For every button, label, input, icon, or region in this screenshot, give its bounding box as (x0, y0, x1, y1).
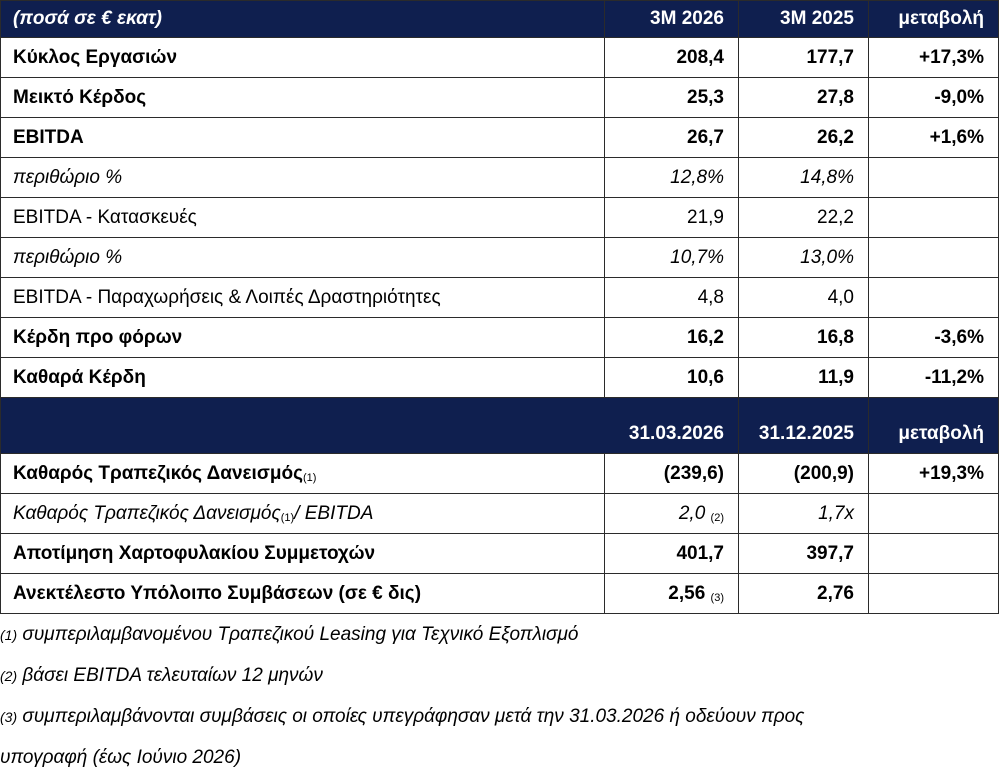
value-31-03-2026: (239,6) (605, 454, 739, 494)
column-header-31-03-2026: 31.03.2026 (605, 398, 739, 454)
value-31-12-2025: 1,7x (739, 494, 869, 534)
column-header-change: μεταβολή (869, 398, 999, 454)
footnote-mark: (3) (0, 709, 18, 725)
value-3m-2026: 10,7% (605, 238, 739, 278)
value-3m-2026: 10,6 (605, 358, 739, 398)
value-change: -11,2% (869, 358, 999, 398)
column-header-31-12-2025: 31.12.2025 (739, 398, 869, 454)
row-label: περιθώριο % (1, 158, 605, 198)
value-3m-2026: 12,8% (605, 158, 739, 198)
value-31-03-2026: 401,7 (605, 534, 739, 574)
table-row (1, 574, 999, 614)
footnote-1 (0, 620, 1000, 661)
value-3m-2025: 13,0% (739, 238, 869, 278)
table-row (1, 454, 999, 494)
value-change: -3,6% (869, 318, 999, 358)
value-3m-2026: 25,3 (605, 78, 739, 118)
row-label (1, 494, 605, 534)
value-31-12-2025: 2,76 (739, 574, 869, 614)
footnote-text: συμπεριλαμβάνονται συμβάσεις οι οποίες υπεγράφησαν μετά την 31.03.2026 ή οδεύουν προς (17, 706, 805, 727)
table-row (1, 158, 999, 198)
column-header-3m-2025: 3Μ 2025 (739, 1, 869, 38)
row-label-text: Καθαρός Τραπεζικός Δανεισμός (13, 502, 281, 524)
table-row (1, 78, 999, 118)
value-3m-2026: 4,8 (605, 278, 739, 318)
footnote-mark: (1) (302, 471, 317, 484)
footnote-mark: (1) (0, 627, 18, 643)
row-label: Ανεκτέλεστο Υπόλοιπο Συμβάσεων (σε € δις) (1, 574, 605, 614)
value-31-12-2025: (200,9) (739, 454, 869, 494)
footnotes (0, 620, 1000, 784)
value-31-03-2026 (605, 574, 739, 614)
footnote-text: συμπεριλαμβανομένου Τραπεζικού Leasing για Τεχνικό Εξοπλισμό (17, 624, 579, 645)
value-change (869, 494, 999, 534)
value-change: -9,0% (869, 78, 999, 118)
table-row (1, 494, 999, 534)
value-3m-2025: 27,8 (739, 78, 869, 118)
value-change: +19,3% (869, 454, 999, 494)
footnote-text: βάσει EBITDA τελευταίων 12 μηνών (17, 665, 323, 686)
table-row (1, 198, 999, 238)
value-3m-2026: 16,2 (605, 318, 739, 358)
value-31-03-2026 (605, 494, 739, 534)
table-row (1, 38, 999, 78)
value-31-12-2025: 397,7 (739, 534, 869, 574)
row-label (1, 454, 605, 494)
value-text: 2,0 (678, 502, 706, 524)
value-3m-2026: 26,7 (605, 118, 739, 158)
value-change (869, 158, 999, 198)
value-3m-2025: 177,7 (739, 38, 869, 78)
footnote-text: υπογραφή (έως Ιούνιο 2026) (0, 747, 242, 768)
units-label: (ποσά σε € εκατ) (1, 1, 605, 38)
header-empty-cell (1, 398, 605, 454)
row-label-text: Καθαρός Τραπεζικός Δανεισμός (13, 462, 303, 484)
footnote-3 (0, 702, 1000, 743)
value-3m-2025: 26,2 (739, 118, 869, 158)
table-header-row (1, 1, 999, 38)
table-row (1, 534, 999, 574)
value-change (869, 198, 999, 238)
value-3m-2025: 22,2 (739, 198, 869, 238)
row-label: EBITDA - Κατασκευές (1, 198, 605, 238)
table-row (1, 318, 999, 358)
table-row (1, 118, 999, 158)
table-row (1, 238, 999, 278)
row-label: EBITDA - Παραχωρήσεις & Λοιπές Δραστηριότητες (1, 278, 605, 318)
footnote-mark: (1) (280, 511, 295, 524)
row-label: Κέρδη προ φόρων (1, 318, 605, 358)
footnote-mark: (2) (0, 668, 18, 684)
value-3m-2025: 14,8% (739, 158, 869, 198)
footnote-2 (0, 661, 1000, 702)
row-label: Κύκλος Εργασιών (1, 38, 605, 78)
value-3m-2025: 11,9 (739, 358, 869, 398)
value-change (869, 574, 999, 614)
row-label: Αποτίμηση Χαρτοφυλακίου Συμμετοχών (1, 534, 605, 574)
table-header-row-balance (1, 398, 999, 454)
footnote-mark: (2) (710, 511, 724, 524)
value-change: +1,6% (869, 118, 999, 158)
value-change (869, 534, 999, 574)
value-3m-2026: 21,9 (605, 198, 739, 238)
value-change (869, 278, 999, 318)
table-row (1, 278, 999, 318)
value-text: 2,56 (668, 582, 706, 604)
column-header-change: μεταβολή (869, 1, 999, 38)
value-3m-2026: 208,4 (605, 38, 739, 78)
value-3m-2025: 4,0 (739, 278, 869, 318)
row-label: Καθαρά Κέρδη (1, 358, 605, 398)
row-label-suffix: / EBITDA (294, 502, 374, 524)
value-change: +17,3% (869, 38, 999, 78)
value-3m-2025: 16,8 (739, 318, 869, 358)
row-label: Μεικτό Κέρδος (1, 78, 605, 118)
footnote-mark: (3) (710, 591, 724, 604)
table-row (1, 358, 999, 398)
row-label: περιθώριο % (1, 238, 605, 278)
value-change (869, 238, 999, 278)
row-label: EBITDA (1, 118, 605, 158)
column-header-3m-2026: 3Μ 2026 (605, 1, 739, 38)
footnote-3-continued (0, 743, 1000, 784)
